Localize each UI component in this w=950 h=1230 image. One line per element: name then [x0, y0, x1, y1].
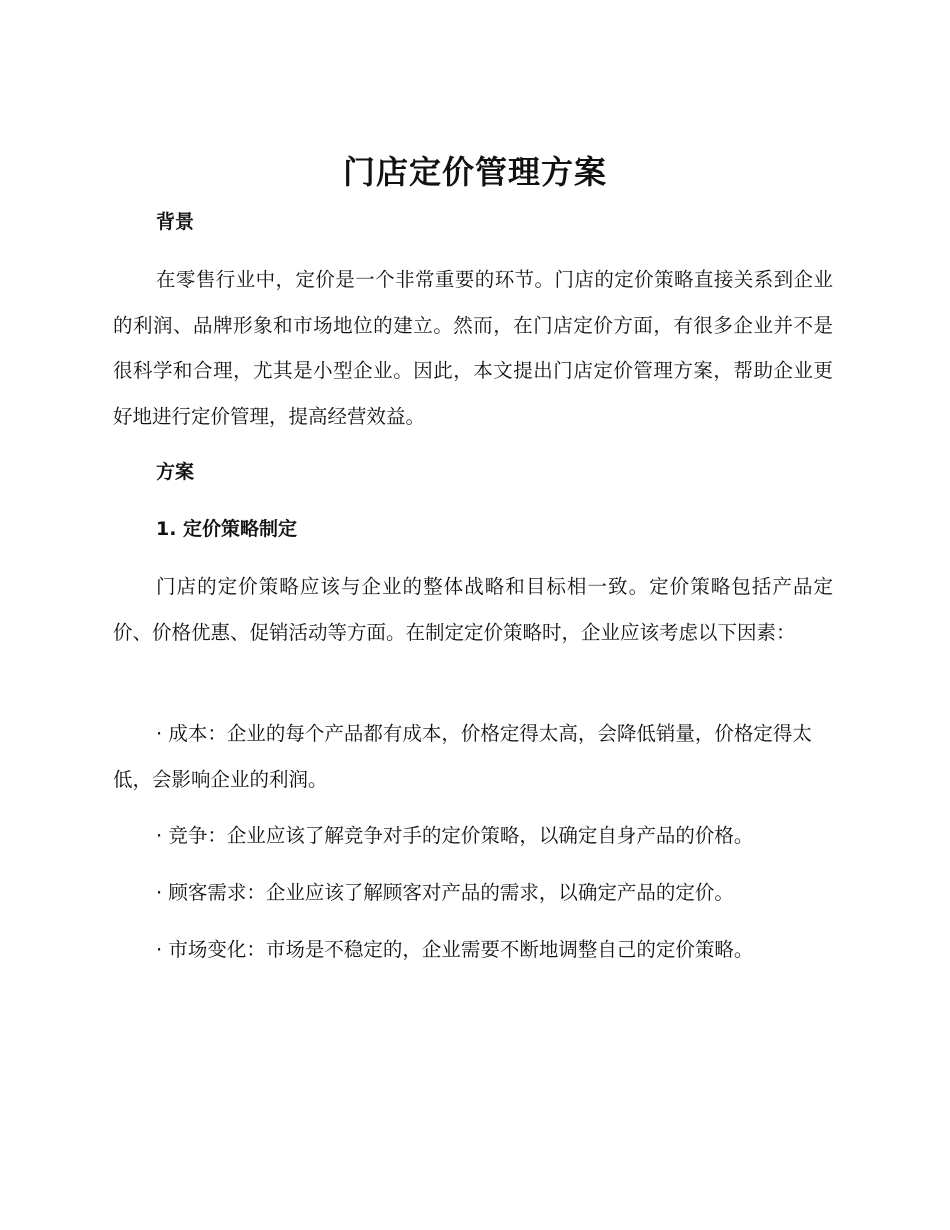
document-title: 门店定价管理方案	[342, 153, 607, 191]
strategy-paragraph: 门店的定价策略应该与企业的整体战略和目标相一致。定价策略包括产品定价、价格优惠、促销活动等方面。在制定定价策略时，企业应该考虑以下因素：	[113, 575, 833, 644]
section-heading-background: 背景	[156, 211, 195, 233]
bullet-item-competition: · 竞争：企业应该了解竞争对手的定价策略，以确定自身产品的价格。	[156, 824, 754, 847]
bullet-item-customer-demand: · 顾客需求：企业应该了解顾客对产品的需求，以确定产品的定价。	[156, 881, 734, 904]
bullet-item-cost: · 成本：企业的每个产品都有成本，价格定得太高，会降低销量，价格定得太低，会影响企业的利润。	[113, 722, 812, 791]
background-paragraph: 在零售行业中，定价是一个非常重要的环节。门店的定价策略直接关系到企业的利润、品牌形象和市场地位的建立。然而，在门店定价方面，有很多企业并不是很科学和合理，尤其是小型企业。因此，本文提出门店定价管理方案，帮助企业更好地进行定价管理，提高经营效益。	[113, 268, 833, 428]
subheading-pricing-strategy: 1. 定价策略制定	[156, 518, 298, 540]
section-heading-plan: 方案	[156, 461, 195, 483]
bullet-item-market-change: · 市场变化：市场是不稳定的，企业需要不断地调整自己的定价策略。	[156, 938, 754, 961]
